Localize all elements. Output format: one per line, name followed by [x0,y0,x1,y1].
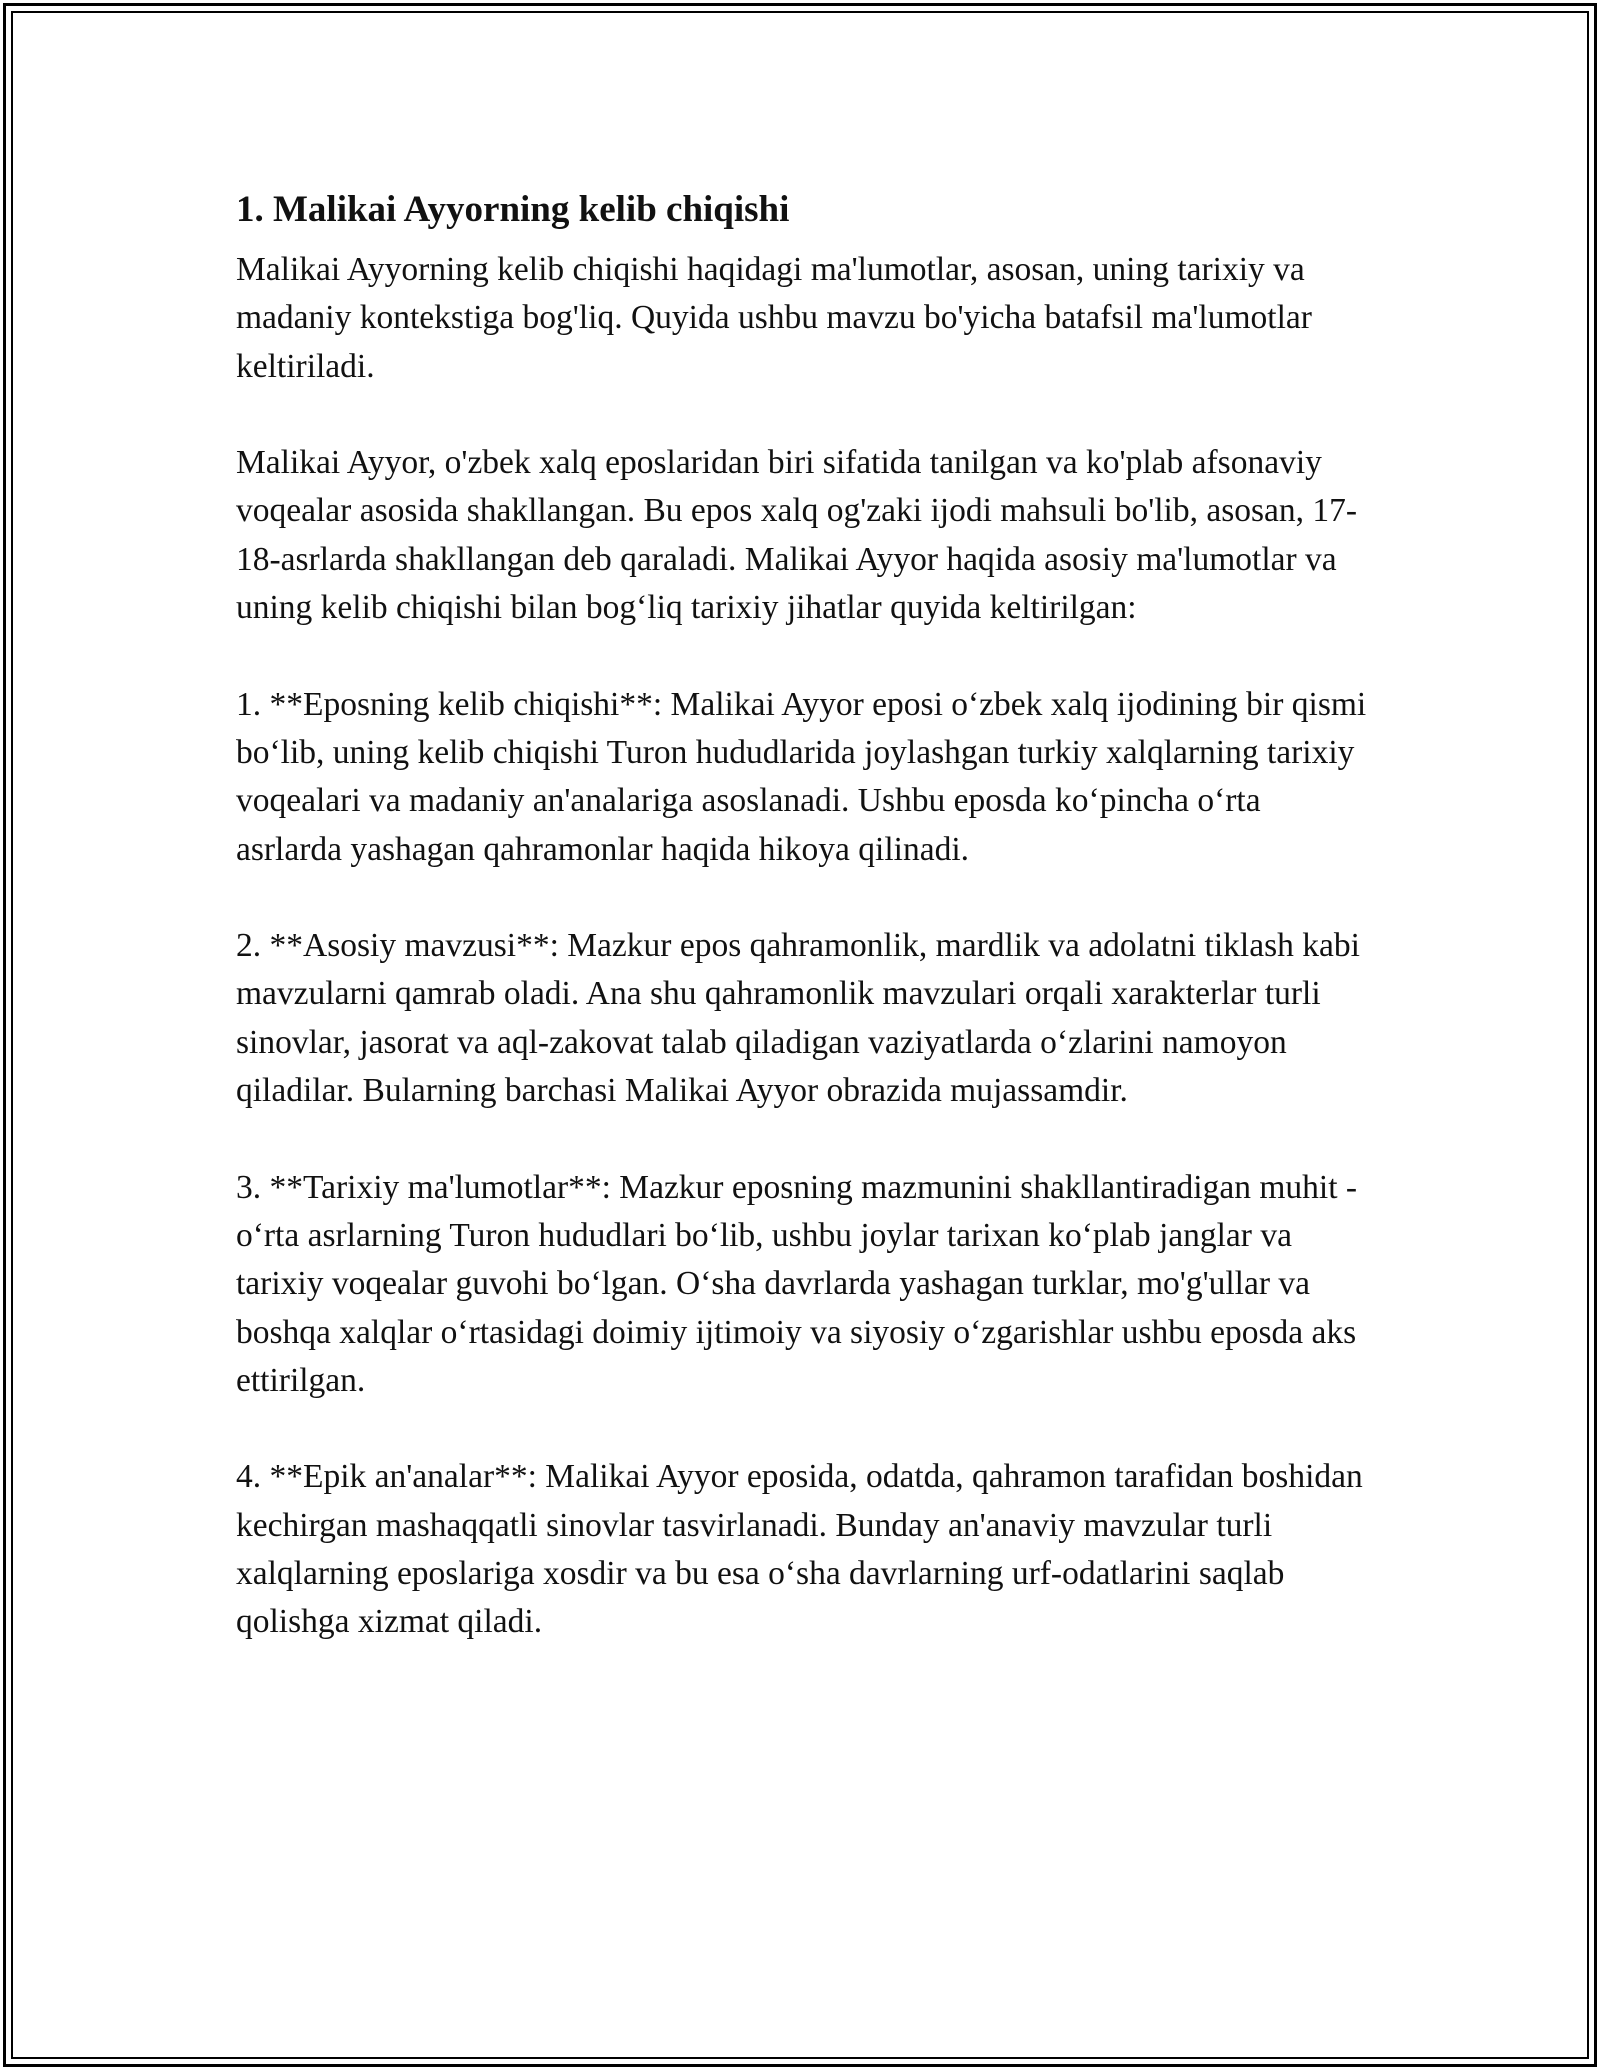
list-item-historical-info: 3. **Tarixiy ma'lumotlar**: Mazkur eposning mazmunini shakllantiradigan muhit - o‘rta asrlarning Turon hududlari bo‘lib, ushbu joylar tarixan ko‘plab janglar va tarixiy voqealar guvohi bo‘lgan. O‘sha davrlarda yashagan turklar, mo'g'ullar va boshqa xalqlar o‘rtasidagi doimiy ijtimoiy va siyosiy o‘zgarishlar ushbu eposda aks ettirilgan. [236,1168,1358,1399]
list-item-epic-traditions: 4. **Epik an'analar**: Malikai Ayyor eposida, odatda, qahramon tarafidan boshidan kechirgan mashaqqatli sinovlar tasvirlanadi. Bunday an'anaviy mavzular turli xalqlarning eposlariga xosdir va bu esa o‘sha davrlarning urf-odatlarini saqlab qolishga xizmat qiladi. [236,1458,1363,1641]
intro-paragraph: Malikai Ayyorning kelib chiqishi haqidagi ma'lumotlar, asosan, uning tarixiy va madaniy kontekstiga bog'liq. Quyida ushbu mavzu bo'yicha batafsil ma'lumotlar keltiriladi. [236,251,1312,385]
section-heading: 1. Malikai Ayyorning kelib chiqishi [236,189,790,230]
document-body [236,186,1372,1695]
list-item-origin: 1. **Eposning kelib chiqishi**: Malikai Ayyor eposi o‘zbek xalq ijodining bir qismi bo‘lib, uning kelib chiqishi Turon hududlarida joylashgan turkiy xalqlarning tarixiy voqealari va madaniy an'analariga asoslanadi. Ushbu eposda ko‘pincha o‘rta asrlarda yashagan qahramonlar haqida hikoya qilinadi. [236,685,1367,868]
overview-paragraph: Malikai Ayyor, o'zbek xalq eposlaridan biri sifatida tanilgan va ko'plab afsonaviy voqealar asosida shakllangan. Bu epos xalq og'zaki ijodi mahsuli bo'lib, asosan, 17-18-asrlarda shakllangan deb qaraladi. Malikai Ayyor haqida asosiy ma'lumotlar va uning kelib chiqishi bilan bog‘liq tarixiy jihatlar quyida keltirilgan: [236,444,1358,627]
list-item-main-theme: 2. **Asosiy mavzusi**: Mazkur epos qahramonlik, mardlik va adolatni tiklash kabi mavzularni qamrab oladi. Ana shu qahramonlik mavzulari orqali xarakterlar turli sinovlar, jasorat va aql-zakovat talab qiladigan vaziyatlarda o‘zlarini namoyon qiladilar. Bularning barchasi Malikai Ayyor obrazida mujassamdir. [236,927,1360,1110]
